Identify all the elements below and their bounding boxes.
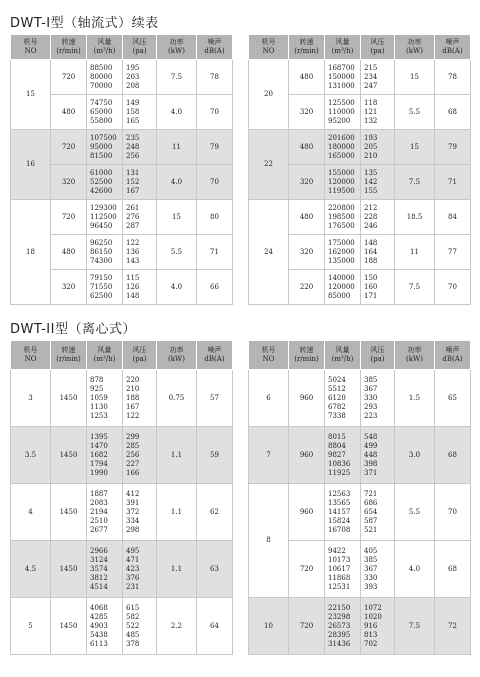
header-model-no: 机号 NO (249, 341, 289, 370)
cell-speed: 720 (289, 598, 325, 655)
cell-noise: 62 (197, 484, 233, 541)
cell-airflow: 220800 198500 176500 (325, 200, 361, 235)
cell-noise: 70 (435, 484, 471, 541)
cell-model-no: 6 (249, 370, 289, 427)
cell-pressure: 193 205 210 (361, 130, 395, 165)
axial-spec-table-right (248, 34, 471, 305)
cell-airflow: 96250 86150 74300 (87, 235, 123, 270)
cell-noise: 59 (197, 427, 233, 484)
cell-pressure: 615 582 522 485 378 (123, 598, 157, 655)
table-row (249, 484, 471, 541)
cell-noise: 65 (435, 370, 471, 427)
cell-noise: 70 (435, 270, 471, 305)
cell-model-no: 4 (11, 484, 51, 541)
table-row (249, 598, 471, 655)
cell-power: 4.0 (157, 165, 197, 200)
cell-speed: 1450 (51, 370, 87, 427)
cell-airflow: 74750 65000 55800 (87, 95, 123, 130)
cell-speed: 1450 (51, 541, 87, 598)
header-noise: 噪声 dB(A) (197, 35, 233, 60)
cell-airflow: 9422 10173 10617 11868 12531 (325, 541, 361, 598)
header-airflow: 风量 (m³/h) (87, 35, 123, 60)
cell-speed: 720 (51, 200, 87, 235)
cell-model-no: 16 (11, 130, 51, 200)
axial-table-title: DWT-I型（轴流式）续表 (10, 16, 159, 31)
cell-speed: 320 (289, 235, 325, 270)
cell-speed: 1450 (51, 598, 87, 655)
cell-model-no: 20 (249, 60, 289, 130)
header-speed: 转速 (r/min) (289, 35, 325, 60)
cell-power: 15 (395, 60, 435, 95)
axial-spec-table-left (10, 34, 233, 305)
cell-airflow: 201600 180000 165000 (325, 130, 361, 165)
cell-pressure: 412 391 372 334 298 (123, 484, 157, 541)
cell-noise: 70 (197, 165, 233, 200)
cell-power: 1.1 (157, 541, 197, 598)
cell-pressure: 149 158 165 (123, 95, 157, 130)
cell-noise: 68 (435, 541, 471, 598)
table-row (249, 200, 471, 235)
cell-noise: 84 (435, 200, 471, 235)
header-model-no: 机号 NO (249, 35, 289, 60)
cell-model-no: 10 (249, 598, 289, 655)
cell-model-no: 5 (11, 598, 51, 655)
centrifugal-table-title: DWT-II型（离心式） (10, 322, 136, 337)
cell-noise: 57 (197, 370, 233, 427)
cell-pressure: 235 248 256 (123, 130, 157, 165)
cell-airflow: 88500 80000 70000 (87, 60, 123, 95)
cell-pressure: 220 210 188 167 122 (123, 370, 157, 427)
cell-speed: 1450 (51, 427, 87, 484)
cell-speed: 480 (51, 235, 87, 270)
cell-power: 1.1 (157, 484, 197, 541)
cell-speed: 320 (51, 165, 87, 200)
cell-noise: 79 (197, 130, 233, 165)
cell-pressure: 405 385 367 330 393 (361, 541, 395, 598)
cell-airflow: 79150 71550 62500 (87, 270, 123, 305)
cell-speed: 960 (289, 484, 325, 541)
cell-noise: 80 (197, 200, 233, 235)
cell-pressure: 548 499 448 398 371 (361, 427, 395, 484)
cell-model-no: 7 (249, 427, 289, 484)
cell-pressure: 150 160 171 (361, 270, 395, 305)
cell-power: 7.5 (395, 598, 435, 655)
cell-power: 4.0 (157, 270, 197, 305)
header-pressure: 风压 (pa) (361, 35, 395, 60)
cell-speed: 320 (289, 95, 325, 130)
cell-airflow: 22150 23298 26573 28395 31436 (325, 598, 361, 655)
table-row (11, 200, 233, 235)
header-pressure: 风压 (pa) (123, 341, 157, 370)
cell-power: 1.1 (157, 427, 197, 484)
table-row (11, 370, 233, 427)
cell-pressure: 195 203 208 (123, 60, 157, 95)
header-power: 功率 (kW) (157, 35, 197, 60)
header-power: 功率 (kW) (395, 341, 435, 370)
cell-speed: 320 (51, 270, 87, 305)
table-row (249, 370, 471, 427)
cell-airflow: 155000 120000 119500 (325, 165, 361, 200)
table-row (11, 427, 233, 484)
cell-noise: 71 (435, 165, 471, 200)
cell-pressure: 261 276 287 (123, 200, 157, 235)
cell-pressure: 215 234 247 (361, 60, 395, 95)
cell-pressure: 118 121 132 (361, 95, 395, 130)
table-row (11, 130, 233, 165)
cell-model-no: 18 (11, 200, 51, 305)
cell-airflow: 1395 1470 1682 1794 1990 (87, 427, 123, 484)
cell-pressure: 385 367 330 293 223 (361, 370, 395, 427)
table-row (11, 484, 233, 541)
header-noise: 噪声 dB(A) (197, 341, 233, 370)
cell-airflow: 1887 2083 2194 2510 2677 (87, 484, 123, 541)
header-airflow: 风量 (m³/h) (325, 35, 361, 60)
header-model-no: 机号 NO (11, 341, 51, 370)
cell-airflow: 878 925 1059 1130 1253 (87, 370, 123, 427)
cell-speed: 320 (289, 165, 325, 200)
cell-speed: 720 (289, 541, 325, 598)
cell-airflow: 12563 13565 14157 15824 16708 (325, 484, 361, 541)
cell-power: 18.5 (395, 200, 435, 235)
cell-speed: 480 (289, 130, 325, 165)
cell-power: 7.5 (157, 60, 197, 95)
cell-pressure: 495 471 423 376 231 (123, 541, 157, 598)
table-row (11, 541, 233, 598)
cell-noise: 79 (435, 130, 471, 165)
cell-pressure: 212 228 246 (361, 200, 395, 235)
centrifugal-spec-table-right (248, 340, 471, 655)
table-row (249, 60, 471, 95)
cell-noise: 72 (435, 598, 471, 655)
cell-power: 5.5 (157, 235, 197, 270)
cell-power: 7.5 (395, 165, 435, 200)
cell-airflow: 168700 150000 131000 (325, 60, 361, 95)
cell-pressure: 135 142 155 (361, 165, 395, 200)
cell-pressure: 131 152 167 (123, 165, 157, 200)
cell-power: 11 (157, 130, 197, 165)
cell-model-no: 24 (249, 200, 289, 305)
header-noise: 噪声 dB(A) (435, 35, 471, 60)
cell-speed: 720 (51, 130, 87, 165)
cell-airflow: 8015 8804 9827 10836 11925 (325, 427, 361, 484)
cell-noise: 63 (197, 541, 233, 598)
cell-power: 5.5 (395, 95, 435, 130)
cell-airflow: 4068 4285 4903 5438 6113 (87, 598, 123, 655)
cell-model-no: 4.5 (11, 541, 51, 598)
cell-power: 5.5 (395, 484, 435, 541)
header-power: 功率 (kW) (395, 35, 435, 60)
cell-pressure: 115 126 148 (123, 270, 157, 305)
cell-noise: 66 (197, 270, 233, 305)
cell-airflow: 129300 112500 96450 (87, 200, 123, 235)
cell-power: 11 (395, 235, 435, 270)
cell-noise: 70 (197, 95, 233, 130)
cell-power: 1.5 (395, 370, 435, 427)
cell-noise: 68 (435, 427, 471, 484)
table-row (11, 60, 233, 95)
cell-pressure: 148 164 188 (361, 235, 395, 270)
header-pressure: 风压 (pa) (361, 341, 395, 370)
cell-speed: 1450 (51, 484, 87, 541)
cell-model-no: 3 (11, 370, 51, 427)
cell-noise: 68 (435, 95, 471, 130)
header-power: 功率 (kW) (157, 341, 197, 370)
cell-power: 15 (395, 130, 435, 165)
cell-pressure: 299 285 256 227 166 (123, 427, 157, 484)
table-row (249, 427, 471, 484)
cell-airflow: 140000 120000 85000 (325, 270, 361, 305)
cell-speed: 960 (289, 427, 325, 484)
header-airflow: 风量 (m³/h) (87, 341, 123, 370)
cell-airflow: 107500 95000 81500 (87, 130, 123, 165)
cell-model-no: 8 (249, 484, 289, 598)
cell-speed: 960 (289, 370, 325, 427)
cell-power: 2.2 (157, 598, 197, 655)
cell-power: 4.0 (157, 95, 197, 130)
cell-power: 4.0 (395, 541, 435, 598)
cell-model-no: 15 (11, 60, 51, 130)
cell-airflow: 125500 110000 95200 (325, 95, 361, 130)
cell-pressure: 1072 1020 916 813 702 (361, 598, 395, 655)
cell-power: 0.75 (157, 370, 197, 427)
cell-noise: 78 (197, 60, 233, 95)
header-model-no: 机号 NO (11, 35, 51, 60)
cell-power: 15 (157, 200, 197, 235)
cell-pressure: 721 686 654 587 521 (361, 484, 395, 541)
cell-power: 7.5 (395, 270, 435, 305)
cell-airflow: 2966 3124 3574 3812 4514 (87, 541, 123, 598)
cell-speed: 720 (51, 60, 87, 95)
header-speed: 转速 (r/min) (51, 35, 87, 60)
cell-noise: 78 (435, 60, 471, 95)
centrifugal-spec-table-left (10, 340, 233, 655)
cell-noise: 64 (197, 598, 233, 655)
cell-airflow: 61000 52500 42600 (87, 165, 123, 200)
cell-airflow: 5024 5512 6120 6782 7338 (325, 370, 361, 427)
cell-speed: 480 (289, 200, 325, 235)
header-pressure: 风压 (pa) (123, 35, 157, 60)
table-row (11, 598, 233, 655)
header-speed: 转速 (r/min) (51, 341, 87, 370)
cell-airflow: 175000 162000 135000 (325, 235, 361, 270)
cell-speed: 480 (51, 95, 87, 130)
header-noise: 噪声 dB(A) (435, 341, 471, 370)
cell-pressure: 122 136 143 (123, 235, 157, 270)
cell-noise: 71 (197, 235, 233, 270)
cell-speed: 480 (289, 60, 325, 95)
header-airflow: 风量 (m³/h) (325, 341, 361, 370)
cell-power: 3.0 (395, 427, 435, 484)
cell-model-no: 22 (249, 130, 289, 200)
header-speed: 转速 (r/min) (289, 341, 325, 370)
table-row (249, 130, 471, 165)
cell-noise: 77 (435, 235, 471, 270)
cell-speed: 220 (289, 270, 325, 305)
cell-model-no: 3.5 (11, 427, 51, 484)
